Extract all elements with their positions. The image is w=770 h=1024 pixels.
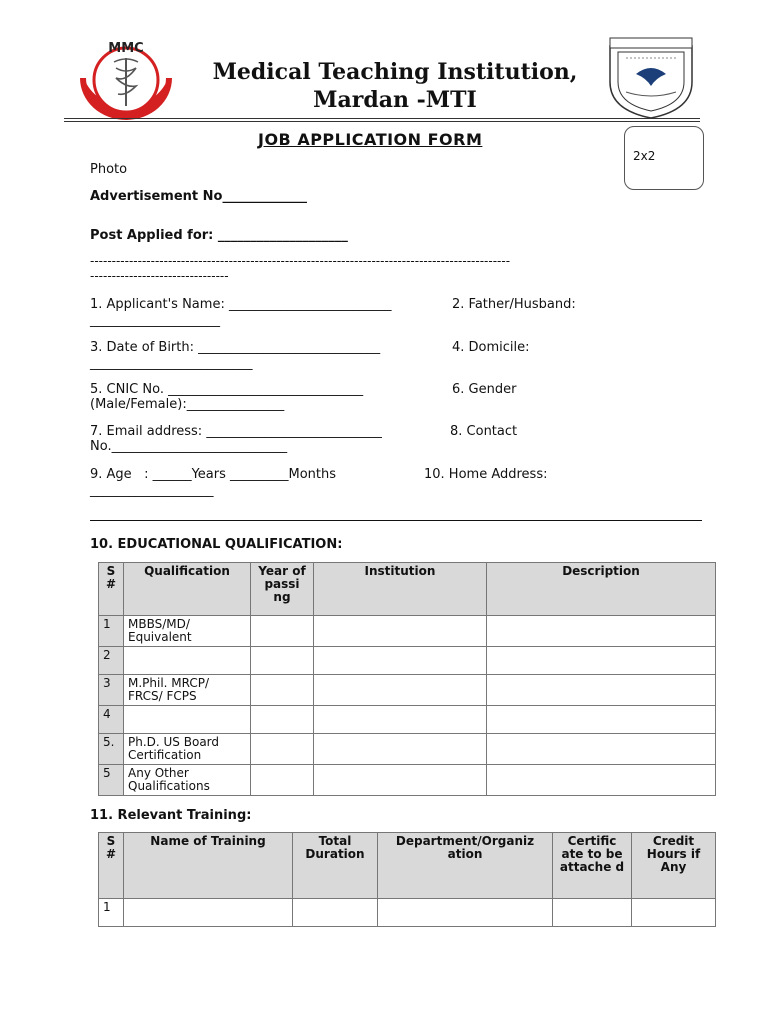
- row-sn: 1: [99, 899, 124, 927]
- row-training-name-cell[interactable]: [124, 899, 293, 927]
- table-row: [99, 706, 716, 734]
- applicant-name-field[interactable]: 1. Applicant's Name: _________________________: [90, 297, 392, 312]
- row-qualification: Ph.D. US Board Certification: [124, 734, 251, 765]
- header-rule-top: [64, 118, 700, 119]
- education-heading: 10. EDUCATIONAL QUALIFICATION:: [90, 537, 343, 552]
- row-description-cell[interactable]: [487, 706, 716, 734]
- title-line2: Mardan -MTI: [313, 87, 477, 113]
- row-year-cell[interactable]: [251, 706, 314, 734]
- table-row: [99, 616, 716, 647]
- institution-title: [190, 58, 600, 114]
- education-header-row: [99, 563, 716, 616]
- father-husband-field[interactable]: ____________________: [90, 313, 220, 328]
- row-year-cell[interactable]: [251, 647, 314, 675]
- row-year-cell[interactable]: [251, 675, 314, 706]
- gender-field[interactable]: (Male/Female):_______________: [90, 397, 285, 412]
- form-title: JOB APPLICATION FORM: [258, 130, 483, 149]
- table-row: [99, 675, 716, 706]
- domicile-field[interactable]: _________________________: [90, 356, 253, 371]
- row-institution-cell[interactable]: [314, 675, 487, 706]
- domicile-label: 4. Domicile:: [452, 340, 530, 355]
- post-applied-for[interactable]: Post Applied for: ____________________: [90, 228, 348, 243]
- row-duration-cell[interactable]: [293, 899, 378, 927]
- mmc-logo: [66, 36, 186, 120]
- advertisement-no[interactable]: Advertisement No_____________: [90, 189, 307, 204]
- col-sn: S #: [99, 833, 124, 899]
- row-sn: 2: [99, 647, 124, 675]
- row-qualification: [124, 706, 251, 734]
- row-sn: 5: [99, 765, 124, 796]
- row-institution-cell[interactable]: [314, 616, 487, 647]
- row-sn: 5.: [99, 734, 124, 765]
- email-field[interactable]: 7. Email address: ___________________________: [90, 424, 382, 439]
- separator-dashes-1: -------------------------------------------------------------------------------------------------: [90, 254, 511, 268]
- date-of-birth-field[interactable]: 3. Date of Birth: ____________________________: [90, 340, 381, 355]
- separator-dashes-2: --------------------------------: [90, 269, 229, 283]
- contact-label: 8. Contact: [450, 424, 518, 439]
- photo-size: 2x2: [633, 149, 656, 163]
- row-year-cell[interactable]: [251, 616, 314, 647]
- home-address-field[interactable]: ___________________: [90, 483, 214, 498]
- col-year: Year of passi ng: [251, 563, 314, 616]
- col-qualification: Qualification: [124, 563, 251, 616]
- col-department: Department/Organiz ation: [378, 833, 553, 899]
- gender-label: 6. Gender: [452, 382, 517, 397]
- training-heading: 11. Relevant Training:: [90, 808, 252, 823]
- address-underline: [90, 520, 702, 521]
- col-description: Description: [487, 563, 716, 616]
- row-institution-cell[interactable]: [314, 647, 487, 675]
- row-sn: 3: [99, 675, 124, 706]
- photo-label: Photo: [90, 162, 128, 177]
- col-duration: Total Duration: [293, 833, 378, 899]
- cnic-field[interactable]: 5. CNIC No. ______________________________: [90, 382, 364, 397]
- row-institution-cell[interactable]: [314, 765, 487, 796]
- table-row: [99, 899, 716, 927]
- training-header-row: [99, 833, 716, 899]
- row-description-cell[interactable]: [487, 734, 716, 765]
- row-certificate-cell[interactable]: [553, 899, 632, 927]
- home-address-label: 10. Home Address:: [424, 467, 548, 482]
- education-table: [98, 562, 716, 796]
- col-training-name: Name of Training: [124, 833, 293, 899]
- row-description-cell[interactable]: [487, 616, 716, 647]
- table-row: [99, 647, 716, 675]
- row-year-cell[interactable]: [251, 765, 314, 796]
- photo-box: [624, 126, 704, 190]
- training-table: [98, 832, 716, 927]
- row-description-cell[interactable]: [487, 647, 716, 675]
- row-credit-hours-cell[interactable]: [632, 899, 716, 927]
- header-rule-bottom: [64, 121, 700, 122]
- row-qualification: Any Other Qualifications: [124, 765, 251, 796]
- row-department-cell[interactable]: [378, 899, 553, 927]
- row-sn: 4: [99, 706, 124, 734]
- row-description-cell[interactable]: [487, 765, 716, 796]
- row-qualification: [124, 647, 251, 675]
- title-line1: Medical Teaching Institution,: [212, 59, 578, 85]
- col-certificate: Certific ate to be attache d: [553, 833, 632, 899]
- table-row: [99, 765, 716, 796]
- row-qualification: M.Phil. MRCP/ FRCS/ FCPS: [124, 675, 251, 706]
- svg-text:MMC: MMC: [108, 41, 144, 56]
- row-qualification: MBBS/MD/ Equivalent: [124, 616, 251, 647]
- col-credit-hours: Credit Hours if Any: [632, 833, 716, 899]
- contact-field[interactable]: No.___________________________: [90, 439, 288, 454]
- row-sn: 1: [99, 616, 124, 647]
- age-field[interactable]: 9. Age : ______Years _________Months: [90, 467, 337, 482]
- row-institution-cell[interactable]: [314, 734, 487, 765]
- row-year-cell[interactable]: [251, 734, 314, 765]
- row-institution-cell[interactable]: [314, 706, 487, 734]
- father-husband-label: 2. Father/Husband:: [452, 297, 576, 312]
- college-logo: [596, 36, 706, 120]
- col-sn: S #: [99, 563, 124, 616]
- table-row: [99, 734, 716, 765]
- row-description-cell[interactable]: [487, 675, 716, 706]
- col-institution: Institution: [314, 563, 487, 616]
